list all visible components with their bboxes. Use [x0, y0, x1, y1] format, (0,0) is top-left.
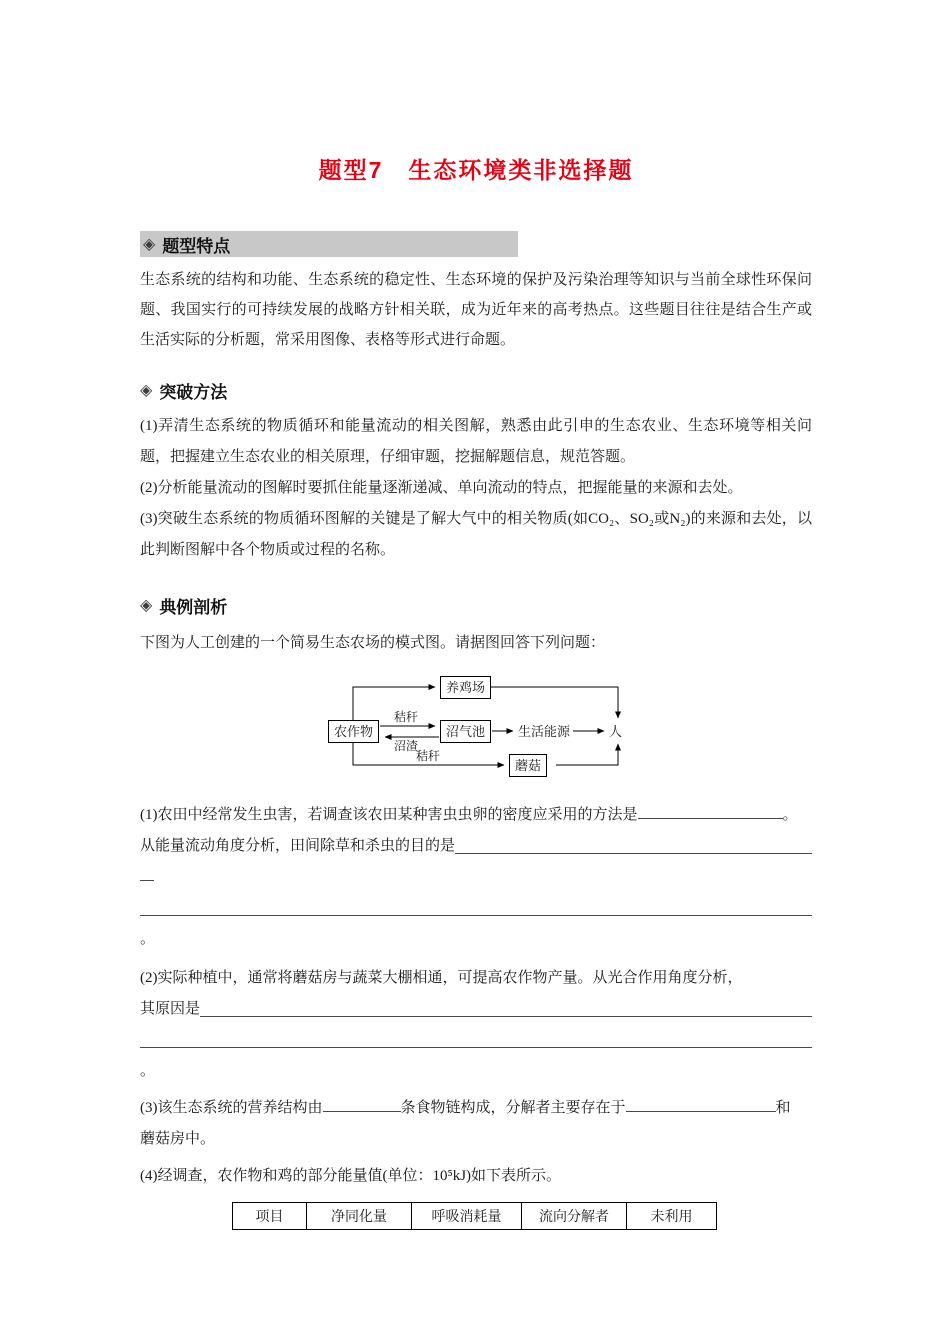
question-3-line-2 [140, 1124, 812, 1155]
method-points [140, 411, 812, 566]
label-straw-top: 秸秆 [394, 710, 419, 724]
table-header-cell: 流向分解者 [522, 1203, 627, 1230]
question-text: (1)农田中经常发生虫害，若调查该农田某种害虫虫卵的密度应采用的方法是 [140, 807, 638, 823]
arrow-mushroom-to-human [556, 744, 618, 765]
question-text: 。 [140, 1063, 156, 1079]
node-human: 人 [609, 724, 623, 739]
method-point-2: (2)分析能量流动的图解时要抓住能量逐渐递减、单向流动的特点，把握能量的来源和去处。 [140, 480, 743, 496]
question-text: (2)实际种植中，通常将蘑菇房与蔬菜大棚相通，可提高农作物产量。从光合作用角度分析， [140, 970, 743, 986]
question-1-line-3 [140, 862, 812, 893]
section-header-method [140, 377, 812, 403]
diamond-icon: ◈ [140, 380, 153, 399]
node-crops: 农作物 [328, 720, 379, 743]
question-text: 蘑菇房中。 [140, 1131, 216, 1147]
example-intro: 下图为人工创建的一个简易生态农场的模式图。请据图回答下列问题： [140, 635, 606, 651]
section-header-label: 突破方法 [159, 382, 228, 402]
questions [140, 800, 812, 1230]
question-1 [140, 800, 812, 955]
answer-blank [140, 864, 154, 881]
document-content [140, 0, 812, 1230]
question-text: 和 [775, 1100, 791, 1116]
node-mushroom: 蘑菇 [509, 754, 547, 777]
diamond-icon: ◈ [143, 234, 156, 253]
answer-blank [323, 1095, 401, 1112]
energy-table-header-row [233, 1203, 717, 1230]
question-2-line-4 [140, 1056, 812, 1087]
diamond-icon: ◈ [140, 595, 153, 614]
question-text: 其原因是 [140, 1001, 201, 1017]
eco-farm-diagram [328, 670, 630, 784]
question-1-line-5 [140, 924, 812, 955]
node-chicken-farm: 养鸡场 [440, 676, 491, 699]
answer-blank [455, 831, 812, 854]
question-2 [140, 963, 812, 1087]
section-header-label: 典例剖析 [159, 597, 228, 617]
label-residue: 沼渣 [394, 739, 419, 753]
section-header-example [140, 592, 812, 618]
node-life-energy: 生活能源 [518, 724, 571, 739]
page-title: 题型7 生态环境类非选择题 [318, 157, 634, 183]
question-3 [140, 1093, 812, 1155]
question-text: 从能量流动角度分析，田间除草和杀虫的目的是 [140, 838, 456, 854]
answer-blank [626, 1095, 776, 1112]
section-header-feature [140, 231, 518, 257]
answer-blank [638, 802, 783, 819]
question-4-line-1 [140, 1161, 812, 1192]
section-header-label: 题型特点 [162, 236, 231, 256]
answer-blank [200, 994, 812, 1017]
label-straw-bottom: 秸秆 [416, 749, 441, 763]
table-header-cell: 呼吸消耗量 [412, 1203, 522, 1230]
answer-blank-full-line [140, 893, 812, 916]
node-biogas-pool: 沼气池 [440, 720, 491, 743]
question-4 [140, 1161, 812, 1192]
table-header-cell: 净同化量 [307, 1203, 412, 1230]
question-1-line-2 [140, 831, 812, 862]
method-point-3: (3)突破生态系统的物质循环图解的关键是了解大气中的相关物质(如CO₂、SO₂或N₂)的来源和去处，以此判断图解中各个物质或过程的名称。 [140, 511, 812, 558]
arrow-chicken-to-human [491, 687, 618, 718]
method-point-1: (1)弄清生态系统的物质循环和能量流动的相关图解，熟悉由此引申的生态农业、生态环境等相关问题，把握建立生态农业的相关原理，仔细审题，挖掘解题信息，规范答题。 [140, 418, 812, 465]
table-header-cell: 未利用 [627, 1203, 717, 1230]
question-text: 条食物链构成，分解者主要存在于 [400, 1100, 626, 1116]
answer-blank-full-line [140, 1025, 812, 1048]
question-3-line-1 [140, 1093, 812, 1124]
feature-body-paragraph: 生态系统的结构和功能、生态系统的稳定性、生态环境的保护及污染治理等知识与当前全球性环保问题、我国实行的可持续发展的战略方针相关联，成为近年来的高考热点。这些题目往往是结合生产或生活实际的分析题，常采用图像、表格等形式进行命题。 [140, 272, 812, 348]
question-text: 。 [782, 807, 798, 823]
question-text: (3)该生态系统的营养结构由 [140, 1100, 323, 1116]
energy-table [232, 1202, 717, 1230]
question-1-line-1 [140, 800, 812, 831]
table-header-cell: 项目 [233, 1203, 307, 1230]
question-2-line-1 [140, 963, 812, 994]
question-2-line-2 [140, 994, 812, 1025]
question-text: (4)经调查，农作物和鸡的部分能量值(单位：10⁵kJ)如下表所示。 [140, 1168, 562, 1184]
question-text: 。 [140, 931, 156, 947]
